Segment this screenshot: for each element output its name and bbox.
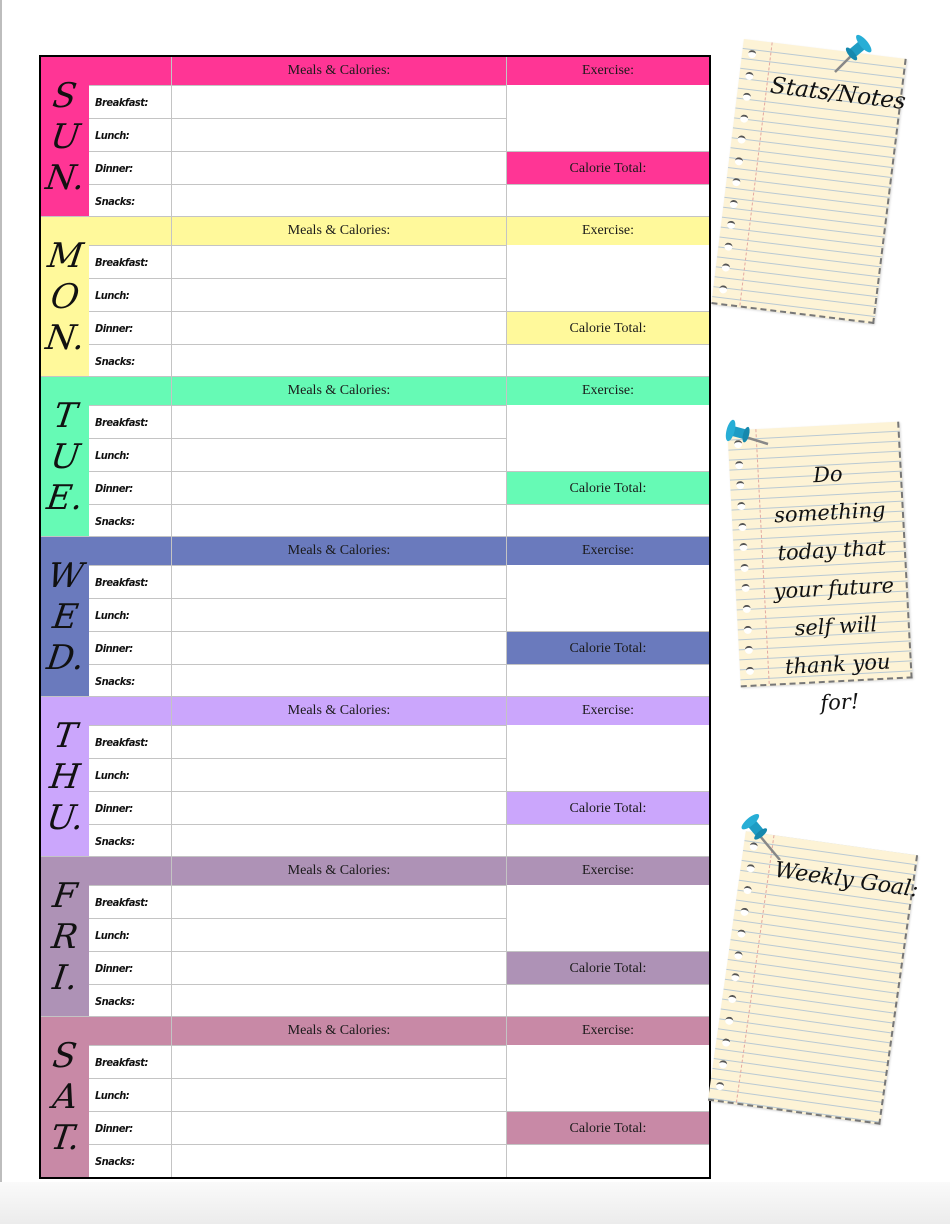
day-letter: T bbox=[50, 715, 80, 756]
exercise-header: Exercise: bbox=[507, 1017, 709, 1045]
calorie-total-label: Calorie Total: bbox=[507, 151, 709, 184]
meal-label: Dinner: bbox=[89, 471, 172, 504]
quote-line: for! bbox=[819, 689, 860, 716]
meal-entry-field[interactable] bbox=[172, 85, 507, 118]
meals-calories-header: Meals & Calories: bbox=[172, 697, 507, 725]
day-letter: U bbox=[47, 436, 83, 477]
stats-notes-title: Stats/Notes bbox=[768, 72, 908, 116]
calorie-total-field[interactable] bbox=[507, 184, 709, 217]
meal-label: Dinner: bbox=[89, 151, 172, 184]
calorie-total-field[interactable] bbox=[507, 824, 709, 857]
day-block-saturday bbox=[41, 1017, 709, 1177]
meal-label: Lunch: bbox=[89, 918, 172, 951]
meal-label: Lunch: bbox=[89, 1078, 172, 1111]
row-label-header bbox=[89, 217, 172, 245]
row-label-header bbox=[89, 1017, 172, 1045]
row-label-header bbox=[89, 57, 172, 85]
pushpin-icon bbox=[736, 810, 786, 860]
exercise-entry-field[interactable] bbox=[507, 885, 709, 951]
meal-entry-field[interactable] bbox=[172, 725, 507, 758]
meal-label: Snacks: bbox=[89, 824, 172, 857]
page-edge bbox=[0, 0, 2, 1224]
meal-entry-field[interactable] bbox=[172, 118, 507, 151]
meal-entry-field[interactable] bbox=[172, 565, 507, 598]
pushpin-icon bbox=[825, 28, 875, 78]
quote-line: self will bbox=[793, 612, 878, 641]
meal-label: Breakfast: bbox=[89, 85, 172, 118]
meal-entry-field[interactable] bbox=[172, 438, 507, 471]
meals-calories-header: Meals & Calories: bbox=[172, 377, 507, 405]
meal-label: Lunch: bbox=[89, 598, 172, 631]
row-label-header bbox=[89, 377, 172, 405]
exercise-entry-field[interactable] bbox=[507, 405, 709, 471]
day-letter: N. bbox=[43, 317, 88, 358]
meal-entry-field[interactable] bbox=[172, 184, 507, 217]
calorie-total-label: Calorie Total: bbox=[507, 311, 709, 344]
day-label-friday bbox=[41, 857, 89, 1017]
day-block-wednesday bbox=[41, 537, 709, 697]
day-letter: E. bbox=[44, 477, 86, 518]
meal-entry-field[interactable] bbox=[172, 918, 507, 951]
motivational-quote-card bbox=[718, 410, 928, 716]
meal-entry-field[interactable] bbox=[172, 885, 507, 918]
meal-entry-field[interactable] bbox=[172, 598, 507, 631]
calorie-total-field[interactable] bbox=[507, 984, 709, 1017]
meal-label: Breakfast: bbox=[89, 885, 172, 918]
meal-entry-field[interactable] bbox=[172, 245, 507, 278]
exercise-header: Exercise: bbox=[507, 697, 709, 725]
day-letter: U. bbox=[44, 797, 87, 838]
calorie-total-field[interactable] bbox=[507, 504, 709, 537]
meals-calories-header: Meals & Calories: bbox=[172, 1017, 507, 1045]
quote-line: thank you bbox=[784, 649, 892, 679]
exercise-entry-field[interactable] bbox=[507, 85, 709, 151]
meal-label: Breakfast: bbox=[89, 565, 172, 598]
meal-entry-field[interactable] bbox=[172, 758, 507, 791]
day-label-sunday bbox=[41, 57, 89, 217]
quote-text bbox=[755, 452, 913, 725]
meal-entry-field[interactable] bbox=[172, 311, 507, 344]
meal-label: Snacks: bbox=[89, 1144, 172, 1177]
quote-line: Do something bbox=[773, 461, 887, 528]
meal-entry-field[interactable] bbox=[172, 278, 507, 311]
day-block-thursday bbox=[41, 697, 709, 857]
day-letter: R bbox=[49, 916, 81, 957]
row-label-header bbox=[89, 697, 172, 725]
meal-label: Lunch: bbox=[89, 758, 172, 791]
meal-label: Snacks: bbox=[89, 184, 172, 217]
meal-entry-field[interactable] bbox=[172, 504, 507, 537]
binder-holes bbox=[719, 50, 761, 295]
meals-calories-header: Meals & Calories: bbox=[172, 217, 507, 245]
meal-entry-field[interactable] bbox=[172, 824, 507, 857]
day-letter: T. bbox=[48, 1117, 83, 1158]
day-letter: S bbox=[50, 1035, 80, 1076]
meal-label: Snacks: bbox=[89, 984, 172, 1017]
day-letter: S bbox=[50, 75, 80, 116]
meal-entry-field[interactable] bbox=[172, 1111, 507, 1144]
meal-entry-field[interactable] bbox=[172, 1144, 507, 1177]
row-label-header bbox=[89, 537, 172, 565]
day-letter: O bbox=[48, 276, 82, 317]
day-label-wednesday bbox=[41, 537, 89, 697]
weekly-goal-card bbox=[712, 812, 927, 1142]
day-block-monday bbox=[41, 217, 709, 377]
exercise-entry-field[interactable] bbox=[507, 245, 709, 311]
calorie-total-label: Calorie Total: bbox=[507, 471, 709, 504]
meal-entry-field[interactable] bbox=[172, 151, 507, 184]
meal-label: Dinner: bbox=[89, 631, 172, 664]
calorie-total-field[interactable] bbox=[507, 344, 709, 377]
calorie-total-label: Calorie Total: bbox=[507, 631, 709, 664]
meal-entry-field[interactable] bbox=[172, 344, 507, 377]
calorie-total-field[interactable] bbox=[507, 1144, 709, 1177]
day-letter: M bbox=[44, 235, 86, 276]
row-label-header bbox=[89, 857, 172, 885]
day-block-tuesday bbox=[41, 377, 709, 537]
quote-line: your future bbox=[772, 573, 895, 604]
meal-label: Snacks: bbox=[89, 504, 172, 537]
meals-calories-header: Meals & Calories: bbox=[172, 857, 507, 885]
day-letter: H bbox=[47, 756, 83, 797]
calorie-total-label: Calorie Total: bbox=[507, 951, 709, 984]
meal-label: Lunch: bbox=[89, 438, 172, 471]
meal-label: Breakfast: bbox=[89, 405, 172, 438]
meal-entry-field[interactable] bbox=[172, 471, 507, 504]
meal-label: Snacks: bbox=[89, 664, 172, 697]
exercise-header: Exercise: bbox=[507, 537, 709, 565]
day-letter: D. bbox=[43, 637, 87, 678]
lined-paper bbox=[711, 39, 906, 324]
meal-label: Lunch: bbox=[89, 278, 172, 311]
exercise-header: Exercise: bbox=[507, 217, 709, 245]
day-letter: A bbox=[49, 1076, 81, 1117]
quote-line: today that bbox=[776, 535, 887, 566]
day-letter: N. bbox=[43, 157, 88, 198]
binder-holes bbox=[734, 440, 758, 675]
pushpin-icon bbox=[720, 414, 770, 464]
meal-entry-field[interactable] bbox=[172, 1078, 507, 1111]
exercise-entry-field[interactable] bbox=[507, 1045, 709, 1111]
page-bottom-shade bbox=[0, 1182, 950, 1224]
exercise-entry-field[interactable] bbox=[507, 565, 709, 631]
meal-label: Dinner: bbox=[89, 791, 172, 824]
meal-entry-field[interactable] bbox=[172, 631, 507, 664]
calorie-total-field[interactable] bbox=[507, 664, 709, 697]
meal-label: Lunch: bbox=[89, 118, 172, 151]
meal-entry-field[interactable] bbox=[172, 984, 507, 1017]
meal-entry-field[interactable] bbox=[172, 951, 507, 984]
day-label-tuesday bbox=[41, 377, 89, 537]
meal-label: Breakfast: bbox=[89, 725, 172, 758]
day-label-monday bbox=[41, 217, 89, 377]
calorie-total-label: Calorie Total: bbox=[507, 791, 709, 824]
meal-label: Dinner: bbox=[89, 1111, 172, 1144]
day-letter: I. bbox=[50, 957, 81, 998]
day-letter: E bbox=[49, 596, 81, 637]
day-letter: F bbox=[50, 875, 80, 916]
day-block-sunday bbox=[41, 57, 709, 217]
day-letter: W bbox=[44, 555, 86, 596]
meal-label: Dinner: bbox=[89, 951, 172, 984]
exercise-header: Exercise: bbox=[507, 377, 709, 405]
meals-calories-header: Meals & Calories: bbox=[172, 537, 507, 565]
weekly-meal-planner-table bbox=[39, 55, 711, 1179]
meal-entry-field[interactable] bbox=[172, 1045, 507, 1078]
day-letter: U bbox=[47, 116, 83, 157]
meal-entry-field[interactable] bbox=[172, 791, 507, 824]
meal-label: Breakfast: bbox=[89, 245, 172, 278]
meals-calories-header: Meals & Calories: bbox=[172, 57, 507, 85]
exercise-header: Exercise: bbox=[507, 857, 709, 885]
exercise-header: Exercise: bbox=[507, 57, 709, 85]
day-block-friday bbox=[41, 857, 709, 1017]
meal-entry-field[interactable] bbox=[172, 405, 507, 438]
day-label-thursday bbox=[41, 697, 89, 857]
weekly-goal-title: Weekly Goal: bbox=[772, 857, 921, 903]
calorie-total-label: Calorie Total: bbox=[507, 1111, 709, 1144]
day-letter: T bbox=[50, 395, 80, 436]
stats-notes-card bbox=[715, 40, 915, 340]
exercise-entry-field[interactable] bbox=[507, 725, 709, 791]
meal-label: Dinner: bbox=[89, 311, 172, 344]
meal-label: Breakfast: bbox=[89, 1045, 172, 1078]
meal-entry-field[interactable] bbox=[172, 664, 507, 697]
meal-label: Snacks: bbox=[89, 344, 172, 377]
day-label-saturday bbox=[41, 1017, 89, 1177]
lined-paper bbox=[708, 831, 921, 1125]
